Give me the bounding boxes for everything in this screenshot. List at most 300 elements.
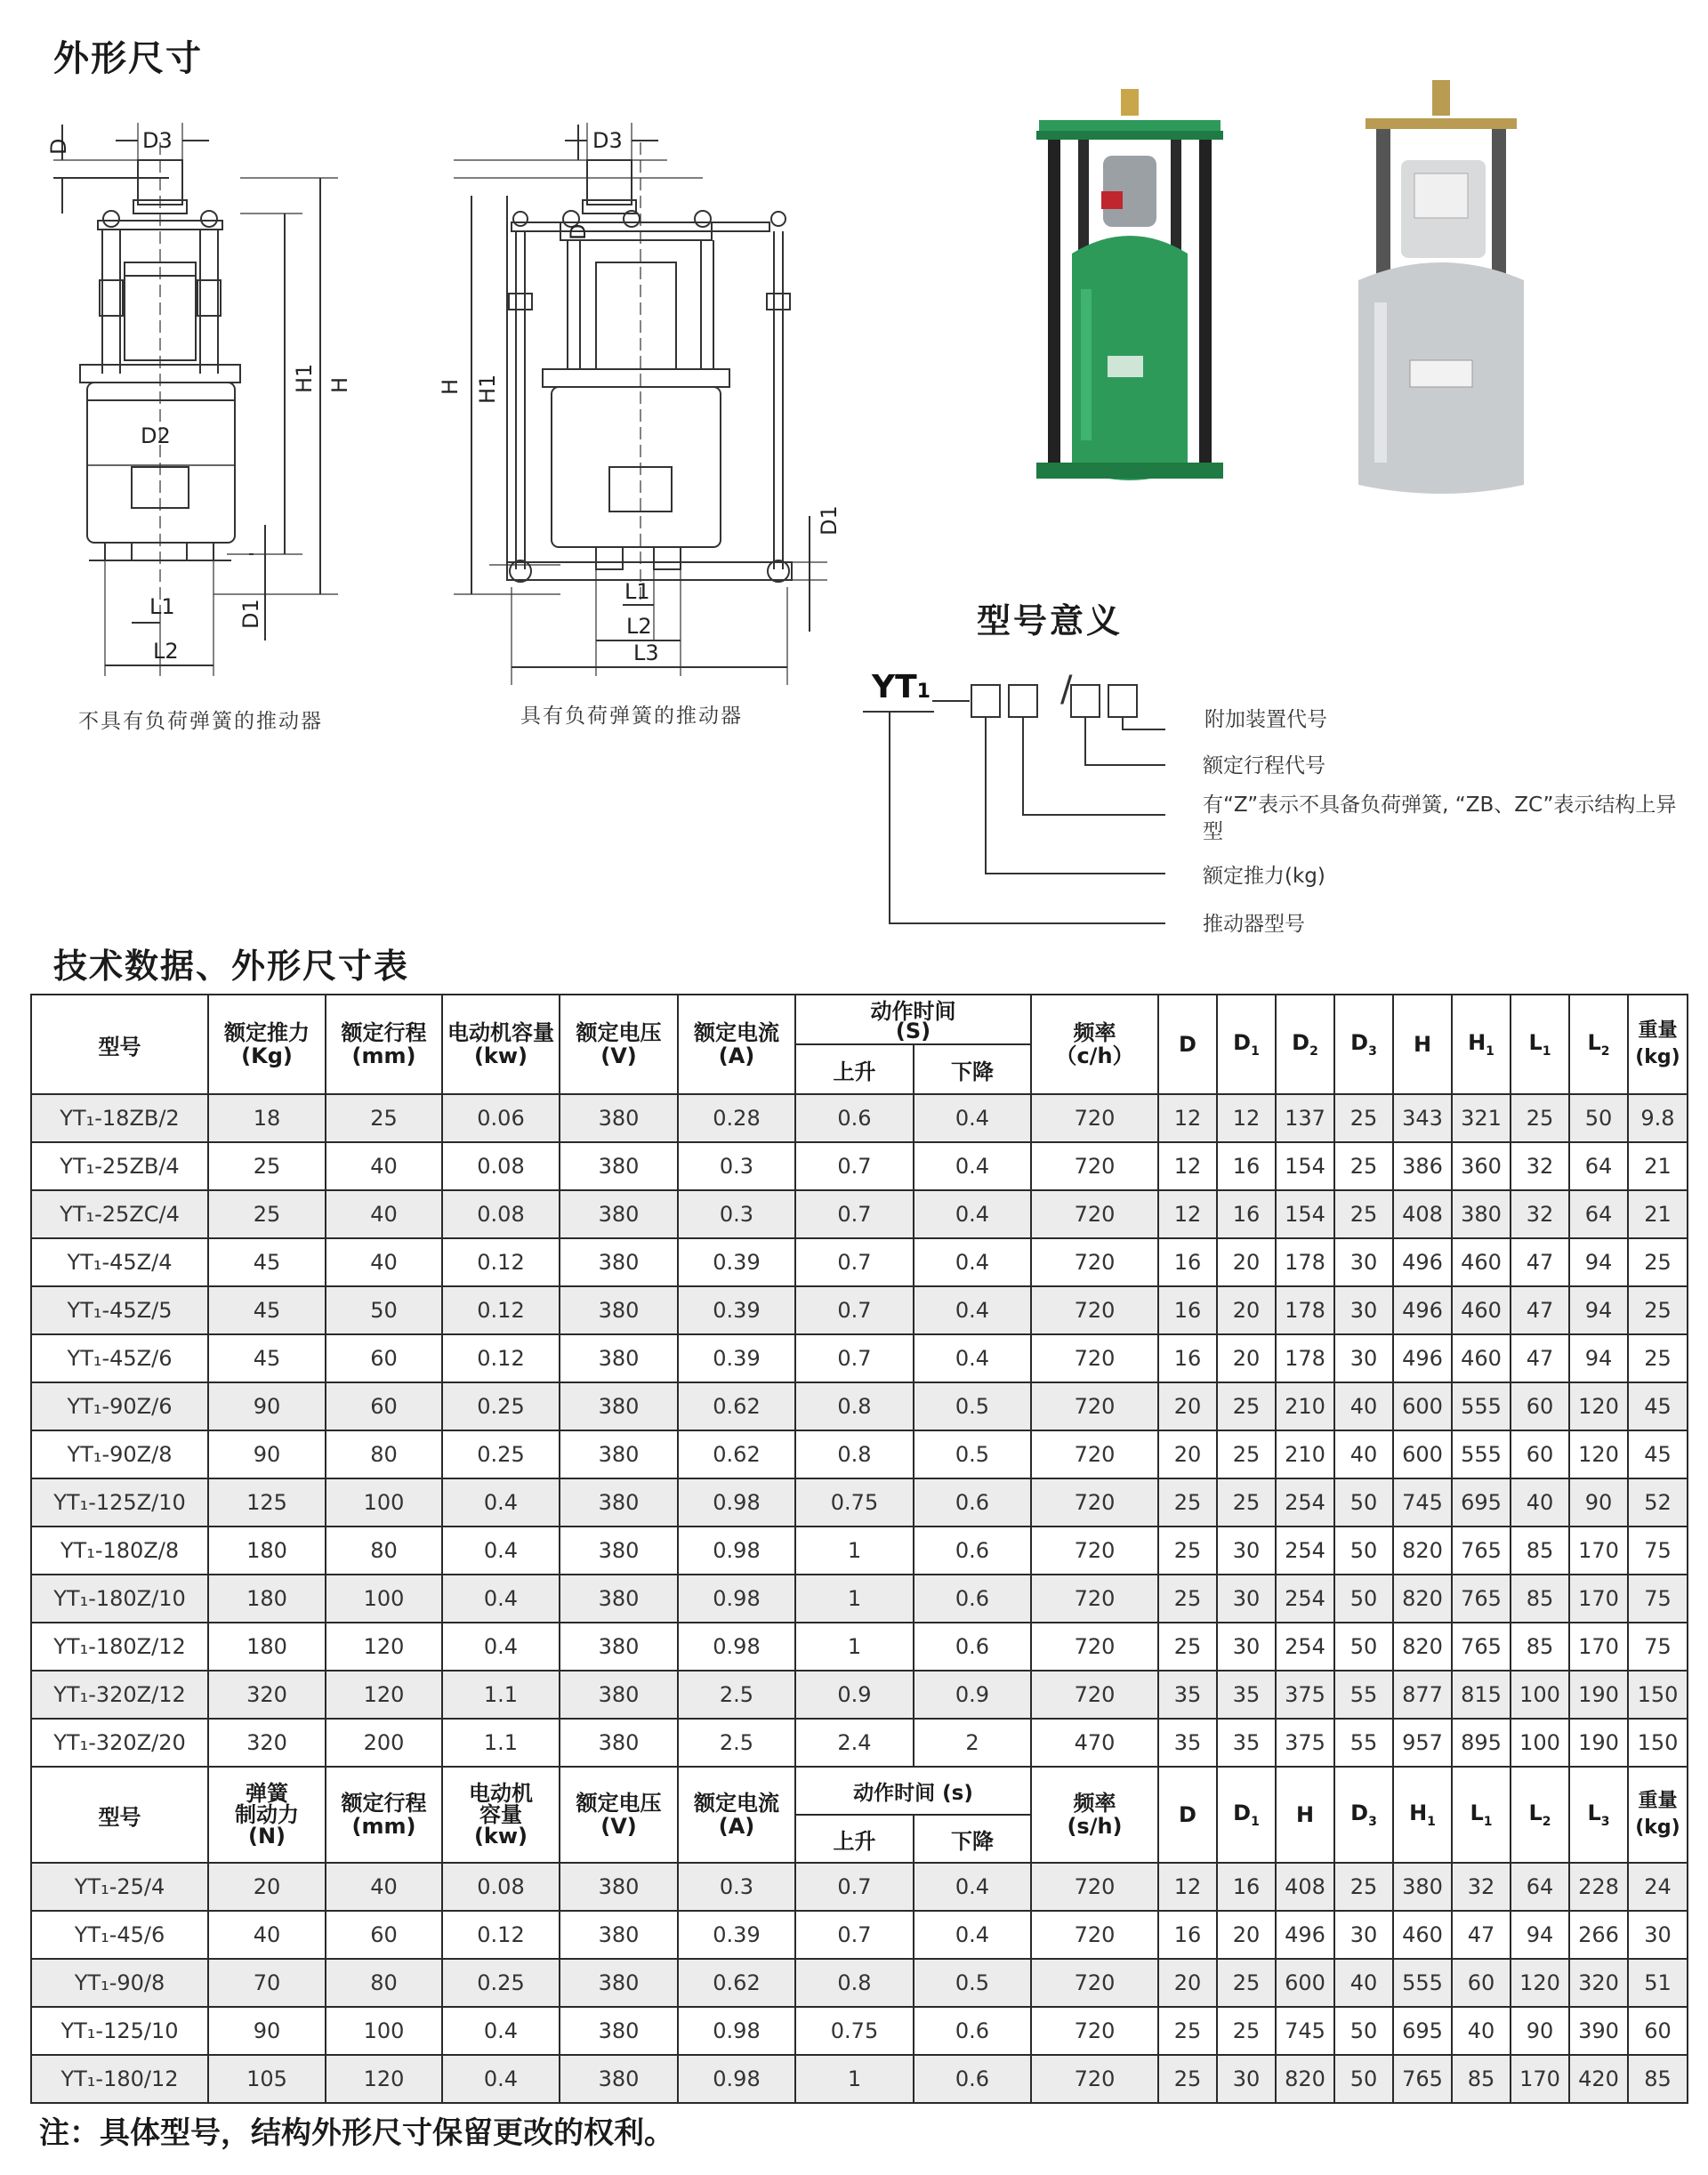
table-cell: 0.8 <box>795 1430 914 1478</box>
table-cell: 0.8 <box>795 1959 914 2007</box>
dimensions-title: 外形尺寸 <box>53 38 203 79</box>
table-cell: 25 <box>1158 1527 1217 1575</box>
table-cell: 25 <box>1217 1382 1276 1430</box>
table-cell: 25 <box>1334 1190 1393 1238</box>
table-cell: 0.12 <box>442 1334 560 1382</box>
table-cell: 321 <box>1452 1094 1511 1142</box>
th2-up: 上升 <box>795 1815 914 1863</box>
table-cell: 720 <box>1031 1094 1158 1142</box>
table-cell: 0.98 <box>678 1527 795 1575</box>
table1-row <box>31 1671 1688 1719</box>
label-l2-left: L2 <box>153 639 179 664</box>
table-cell: 720 <box>1031 1623 1158 1671</box>
table-cell: 765 <box>1452 1527 1511 1575</box>
th2-h: H <box>1276 1767 1334 1863</box>
table-cell: 895 <box>1452 1719 1511 1767</box>
table-cell: 0.62 <box>678 1959 795 2007</box>
th-d: D <box>1158 995 1217 1094</box>
table-cell: 170 <box>1569 1527 1628 1575</box>
table-cell: 85 <box>1628 2055 1688 2103</box>
table-cell: 386 <box>1393 1142 1452 1190</box>
th-up: 上升 <box>795 1044 914 1094</box>
th2-d: D <box>1158 1767 1217 1863</box>
table-cell: 12 <box>1158 1142 1217 1190</box>
table-cell: 254 <box>1276 1623 1334 1671</box>
table-cell: 720 <box>1031 1142 1158 1190</box>
table-cell: 460 <box>1452 1238 1511 1286</box>
th2-frequency: 频率 (s/h) <box>1031 1767 1158 1863</box>
caption-with-spring: 具有负荷弹簧的推动器 <box>520 705 743 728</box>
table-cell: 1 <box>795 1527 914 1575</box>
table-cell: 178 <box>1276 1334 1334 1382</box>
table-cell: 75 <box>1628 1575 1688 1623</box>
table-cell: 600 <box>1393 1382 1452 1430</box>
table-cell: 60 <box>326 1334 442 1382</box>
table-cell: 0.7 <box>795 1286 914 1334</box>
table-cell: 12 <box>1158 1190 1217 1238</box>
label-d1-left: D1 <box>238 599 263 629</box>
table-cell: 0.62 <box>678 1430 795 1478</box>
table-cell: 20 <box>1158 1959 1217 2007</box>
table-cell: 90 <box>208 1430 326 1478</box>
table-cell: 470 <box>1031 1719 1158 1767</box>
table-cell: 0.6 <box>914 1575 1031 1623</box>
table-cell: 380 <box>560 1190 678 1238</box>
table-cell: 30 <box>1334 1911 1393 1959</box>
table-cell: 210 <box>1276 1430 1334 1478</box>
cell-model: YT₁-90Z/6 <box>31 1382 208 1430</box>
table-cell: 720 <box>1031 1911 1158 1959</box>
th2-current: 额定电流 (A) <box>678 1767 795 1863</box>
table-cell: 20 <box>208 1863 326 1911</box>
table2-row <box>31 2007 1688 2055</box>
table-cell: 190 <box>1569 1671 1628 1719</box>
table-cell: 20 <box>1217 1911 1276 1959</box>
table-cell: 380 <box>560 1238 678 1286</box>
table-cell: 0.4 <box>914 1094 1031 1142</box>
table1-row <box>31 1142 1688 1190</box>
cell-model: YT₁-25ZC/4 <box>31 1190 208 1238</box>
table-cell: 60 <box>326 1911 442 1959</box>
table-cell: 0.7 <box>795 1863 914 1911</box>
table-cell: 380 <box>1393 1863 1452 1911</box>
table-cell: 178 <box>1276 1238 1334 1286</box>
label-d-right: D <box>566 223 591 240</box>
table-cell: 40 <box>1334 1382 1393 1430</box>
table-cell: 0.9 <box>795 1671 914 1719</box>
table-cell: 154 <box>1276 1190 1334 1238</box>
table-cell: 1.1 <box>442 1671 560 1719</box>
table-cell: 815 <box>1452 1671 1511 1719</box>
th2-d1: $D_1$ <box>1217 1767 1276 1863</box>
table-cell: 0.5 <box>914 1430 1031 1478</box>
table-cell: 1 <box>795 2055 914 2103</box>
label-h1-left: H1 <box>292 363 317 393</box>
table-cell: 64 <box>1511 1863 1569 1911</box>
th-motor: 电动机容量 (kw) <box>442 995 560 1094</box>
th-d3: $D_3$ <box>1334 995 1393 1094</box>
th-down: 下降 <box>914 1044 1031 1094</box>
table-cell: 380 <box>560 1094 678 1142</box>
table-cell: 25 <box>1628 1334 1688 1382</box>
table-cell: 47 <box>1452 1911 1511 1959</box>
table-cell: 85 <box>1511 1527 1569 1575</box>
table-cell: 100 <box>326 2007 442 2055</box>
table-cell: 0.12 <box>442 1238 560 1286</box>
table-cell: 25 <box>326 1094 442 1142</box>
th2-voltage: 额定电压 (V) <box>560 1767 678 1863</box>
table-cell: 32 <box>1511 1142 1569 1190</box>
table-cell: 125 <box>208 1478 326 1527</box>
table-cell: 94 <box>1569 1286 1628 1334</box>
table-cell: 18 <box>208 1094 326 1142</box>
table-cell: 100 <box>326 1478 442 1527</box>
table-cell: 25 <box>1158 1478 1217 1527</box>
table-cell: 600 <box>1393 1430 1452 1478</box>
model-meaning-title: 型号意义 <box>977 601 1124 640</box>
table-cell: 0.5 <box>914 1382 1031 1430</box>
table-cell: 0.08 <box>442 1190 560 1238</box>
table-cell: 0.6 <box>914 1478 1031 1527</box>
table-cell: 1 <box>795 1623 914 1671</box>
table-cell: 380 <box>560 1430 678 1478</box>
table-cell: 180 <box>208 1623 326 1671</box>
table-cell: 45 <box>1628 1382 1688 1430</box>
table-cell: 25 <box>1217 2007 1276 2055</box>
th-frequency: 频率 （c/h） <box>1031 995 1158 1094</box>
table-cell: 360 <box>1452 1142 1511 1190</box>
table-cell: 85 <box>1452 2055 1511 2103</box>
table-cell: 0.12 <box>442 1911 560 1959</box>
table-cell: 100 <box>326 1575 442 1623</box>
grey-thruster-photo <box>1348 76 1535 498</box>
table-cell: 40 <box>326 1238 442 1286</box>
table-cell: 0.75 <box>795 2007 914 2055</box>
cell-model: YT₁-125Z/10 <box>31 1478 208 1527</box>
th-thrust: 额定推力 (Kg) <box>208 995 326 1094</box>
legend-item: 有“Z”表示不具备负荷弹簧, “ZB、ZC”表示结构上异型 <box>1203 793 1677 843</box>
table-cell: 12 <box>1158 1863 1217 1911</box>
table-cell: 408 <box>1393 1190 1452 1238</box>
th2-weight: 重量 (kg) <box>1628 1767 1688 1863</box>
table-cell: 460 <box>1452 1286 1511 1334</box>
table1-row <box>31 1238 1688 1286</box>
table-cell: 25 <box>1158 1575 1217 1623</box>
table-cell: 85 <box>1511 1575 1569 1623</box>
table1-row <box>31 1334 1688 1382</box>
table-cell: 745 <box>1276 2007 1334 2055</box>
cell-model: YT₁-125/10 <box>31 2007 208 2055</box>
table-cell: 64 <box>1569 1190 1628 1238</box>
table-cell: 30 <box>1217 1575 1276 1623</box>
table-cell: 35 <box>1217 1719 1276 1767</box>
table-cell: 154 <box>1276 1142 1334 1190</box>
table-cell: 170 <box>1569 1575 1628 1623</box>
table-cell: 21 <box>1628 1190 1688 1238</box>
table-cell: 0.6 <box>914 1623 1031 1671</box>
table-cell: 200 <box>326 1719 442 1767</box>
table-cell: 1 <box>795 1575 914 1623</box>
table-cell: 496 <box>1393 1286 1452 1334</box>
table-cell: 35 <box>1158 1671 1217 1719</box>
table-cell: 496 <box>1276 1911 1334 1959</box>
table-cell: 380 <box>560 1575 678 1623</box>
table-cell: 45 <box>1628 1430 1688 1478</box>
cell-model: YT₁-45Z/5 <box>31 1286 208 1334</box>
table-cell: 720 <box>1031 1382 1158 1430</box>
table1-row <box>31 1575 1688 1623</box>
table-cell: 0.4 <box>442 2007 560 2055</box>
th2-motor: 电动机 容量 (kw) <box>442 1767 560 1863</box>
table-cell: 9.8 <box>1628 1094 1688 1142</box>
table-cell: 50 <box>1334 1575 1393 1623</box>
table-cell: 20 <box>1158 1382 1217 1430</box>
table-cell: 0.4 <box>914 1286 1031 1334</box>
table-cell: 720 <box>1031 1863 1158 1911</box>
table-cell: 190 <box>1569 1719 1628 1767</box>
table-cell: 25 <box>208 1142 326 1190</box>
table-cell: 35 <box>1158 1719 1217 1767</box>
table-cell: 16 <box>1158 1286 1217 1334</box>
table-cell: 180 <box>208 1527 326 1575</box>
cell-model: YT₁-180Z/10 <box>31 1575 208 1623</box>
table-cell: 90 <box>208 2007 326 2055</box>
table-cell: 60 <box>1511 1430 1569 1478</box>
table1-row <box>31 1719 1688 1767</box>
table-cell: 90 <box>208 1382 326 1430</box>
table-cell: 40 <box>326 1142 442 1190</box>
th-current: 额定电流 (A) <box>678 995 795 1094</box>
table-cell: 45 <box>208 1334 326 1382</box>
th2-down: 下降 <box>914 1815 1031 1863</box>
table-cell: 380 <box>560 1286 678 1334</box>
model-code-prefix: YT1 <box>872 669 931 705</box>
table-cell: 957 <box>1393 1719 1452 1767</box>
cell-model: YT₁-45Z/6 <box>31 1334 208 1382</box>
table-cell: 0.62 <box>678 1382 795 1430</box>
table-cell: 52 <box>1628 1478 1688 1527</box>
caption-without-spring: 不具有负荷弹簧的推动器 <box>78 710 323 733</box>
th-d2: $D_2$ <box>1276 995 1334 1094</box>
table-cell: 0.28 <box>678 1094 795 1142</box>
table-cell: 720 <box>1031 1430 1158 1478</box>
label-l1-right: L1 <box>624 579 650 604</box>
table-cell: 0.39 <box>678 1286 795 1334</box>
label-h-left: H <box>327 376 352 393</box>
table-cell: 0.7 <box>795 1911 914 1959</box>
spec-table <box>30 994 1688 2104</box>
table-cell: 0.98 <box>678 1575 795 1623</box>
table1-header-row <box>31 995 1688 1044</box>
th2-h1: $H_1$ <box>1393 1767 1452 1863</box>
table-cell: 0.06 <box>442 1094 560 1142</box>
table-cell: 320 <box>208 1719 326 1767</box>
table-cell: 720 <box>1031 1959 1158 2007</box>
table-cell: 21 <box>1628 1142 1688 1190</box>
table-cell: 16 <box>1217 1190 1276 1238</box>
table-cell: 0.7 <box>795 1334 914 1382</box>
table-cell: 420 <box>1569 2055 1628 2103</box>
table-cell: 30 <box>1334 1334 1393 1382</box>
table-cell: 820 <box>1276 2055 1334 2103</box>
cell-model: YT₁-180/12 <box>31 2055 208 2103</box>
th-action-time: 动作时间 (S) <box>795 995 1031 1044</box>
table-cell: 25 <box>1511 1094 1569 1142</box>
table-cell: 55 <box>1334 1719 1393 1767</box>
table-cell: 90 <box>1569 1478 1628 1527</box>
table1-row <box>31 1478 1688 1527</box>
table-cell: 0.6 <box>795 1094 914 1142</box>
table-cell: 0.4 <box>442 2055 560 2103</box>
table-cell: 380 <box>560 1959 678 2007</box>
table1-row <box>31 1623 1688 1671</box>
table-cell: 0.8 <box>795 1382 914 1430</box>
table-cell: 1.1 <box>442 1719 560 1767</box>
th2-l2: $L_2$ <box>1511 1767 1569 1863</box>
table-cell: 0.4 <box>442 1527 560 1575</box>
table-cell: 75 <box>1628 1527 1688 1575</box>
table-cell: 0.08 <box>442 1863 560 1911</box>
table-cell: 25 <box>208 1190 326 1238</box>
th-weight: 重量 (kg) <box>1628 995 1688 1094</box>
table-cell: 380 <box>560 2007 678 2055</box>
table-cell: 40 <box>208 1911 326 1959</box>
cell-model: YT₁-90/8 <box>31 1959 208 2007</box>
table-cell: 720 <box>1031 1190 1158 1238</box>
table-cell: 50 <box>1334 1478 1393 1527</box>
table-cell: 720 <box>1031 1286 1158 1334</box>
drawing-with-spring <box>436 107 872 685</box>
th-voltage: 额定电压 (V) <box>560 995 678 1094</box>
table-cell: 0.25 <box>442 1959 560 2007</box>
table2-row <box>31 1863 1688 1911</box>
table-cell: 25 <box>1158 2055 1217 2103</box>
legend-item: 推动器型号 <box>1203 913 1305 936</box>
label-l1-left: L1 <box>149 594 175 619</box>
table-cell: 765 <box>1452 1623 1511 1671</box>
table-cell: 0.9 <box>914 1671 1031 1719</box>
table-cell: 0.39 <box>678 1911 795 1959</box>
cell-model: YT₁-25/4 <box>31 1863 208 1911</box>
label-l3-right: L3 <box>633 640 659 665</box>
table-cell: 105 <box>208 2055 326 2103</box>
table-cell: 765 <box>1452 1575 1511 1623</box>
table-cell: 120 <box>1511 1959 1569 2007</box>
table-cell: 30 <box>1217 1623 1276 1671</box>
table-cell: 16 <box>1158 1911 1217 1959</box>
table-cell: 2 <box>914 1719 1031 1767</box>
table-cell: 0.39 <box>678 1334 795 1382</box>
table-cell: 600 <box>1276 1959 1334 2007</box>
table-cell: 720 <box>1031 1527 1158 1575</box>
table-cell: 0.3 <box>678 1190 795 1238</box>
table-cell: 80 <box>326 1527 442 1575</box>
table-cell: 380 <box>560 1911 678 1959</box>
table-cell: 460 <box>1393 1911 1452 1959</box>
table-cell: 50 <box>326 1286 442 1334</box>
legend-item: 额定推力(kg) <box>1203 865 1325 888</box>
table-cell: 30 <box>1217 1527 1276 1575</box>
th2-stroke: 额定行程 (mm) <box>326 1767 442 1863</box>
table-cell: 70 <box>208 1959 326 2007</box>
table-cell: 745 <box>1393 1478 1452 1527</box>
table-cell: 496 <box>1393 1334 1452 1382</box>
table-cell: 380 <box>560 1382 678 1430</box>
green-thruster-photo <box>1032 85 1237 494</box>
table-cell: 0.98 <box>678 1478 795 1527</box>
table-cell: 51 <box>1628 1959 1688 2007</box>
table-cell: 720 <box>1031 1334 1158 1382</box>
table-cell: 228 <box>1569 1863 1628 1911</box>
th-h1: $H_1$ <box>1452 995 1511 1094</box>
th2-spring-force: 弹簧 制动力 (N) <box>208 1767 326 1863</box>
label-l2-right: L2 <box>626 614 652 639</box>
table-cell: 120 <box>1569 1382 1628 1430</box>
table-cell: 555 <box>1452 1382 1511 1430</box>
table-title: 技术数据、外形尺寸表 <box>53 947 410 986</box>
table-cell: 16 <box>1158 1334 1217 1382</box>
table-cell: 30 <box>1217 2055 1276 2103</box>
table-cell: 2.5 <box>678 1671 795 1719</box>
table-cell: 16 <box>1217 1142 1276 1190</box>
table-cell: 0.12 <box>442 1286 560 1334</box>
table-cell: 254 <box>1276 1575 1334 1623</box>
table-cell: 0.25 <box>442 1430 560 1478</box>
table-cell: 0.7 <box>795 1238 914 1286</box>
table-cell: 720 <box>1031 1575 1158 1623</box>
table-cell: 32 <box>1511 1190 1569 1238</box>
table-cell: 25 <box>1217 1959 1276 2007</box>
table-cell: 40 <box>326 1863 442 1911</box>
table-cell: 380 <box>560 1478 678 1527</box>
table-cell: 555 <box>1393 1959 1452 2007</box>
table-cell: 25 <box>1334 1142 1393 1190</box>
th2-l1: $L_1$ <box>1452 1767 1511 1863</box>
table-cell: 820 <box>1393 1623 1452 1671</box>
table-cell: 0.6 <box>914 2007 1031 2055</box>
table-cell: 50 <box>1569 1094 1628 1142</box>
table-cell: 0.4 <box>442 1623 560 1671</box>
table-cell: 380 <box>560 2055 678 2103</box>
table-cell: 320 <box>1569 1959 1628 2007</box>
table-cell: 20 <box>1158 1430 1217 1478</box>
cell-model: YT₁-45Z/4 <box>31 1238 208 1286</box>
table-cell: 40 <box>1334 1430 1393 1478</box>
legend-item: 附加装置代号 <box>1204 708 1327 731</box>
table-cell: 0.5 <box>914 1959 1031 2007</box>
table-cell: 0.75 <box>795 1478 914 1527</box>
table-cell: 0.98 <box>678 1623 795 1671</box>
table-cell: 555 <box>1452 1430 1511 1478</box>
th-d1: $D_1$ <box>1217 995 1276 1094</box>
cell-model: YT₁-25ZB/4 <box>31 1142 208 1190</box>
table-cell: 120 <box>326 2055 442 2103</box>
table-cell: 25 <box>1628 1286 1688 1334</box>
th2-action-time: 动作时间 (s) <box>795 1767 1031 1815</box>
th-l2: $L_2$ <box>1569 995 1628 1094</box>
table1-row <box>31 1527 1688 1575</box>
table-cell: 25 <box>1217 1478 1276 1527</box>
table-cell: 695 <box>1452 1478 1511 1527</box>
table-cell: 0.7 <box>795 1142 914 1190</box>
table-cell: 60 <box>1452 1959 1511 2007</box>
table-cell: 60 <box>1628 2007 1688 2055</box>
table-cell: 25 <box>1158 1623 1217 1671</box>
table-cell: 0.08 <box>442 1142 560 1190</box>
table-cell: 94 <box>1569 1238 1628 1286</box>
table-cell: 64 <box>1569 1142 1628 1190</box>
table-cell: 820 <box>1393 1527 1452 1575</box>
